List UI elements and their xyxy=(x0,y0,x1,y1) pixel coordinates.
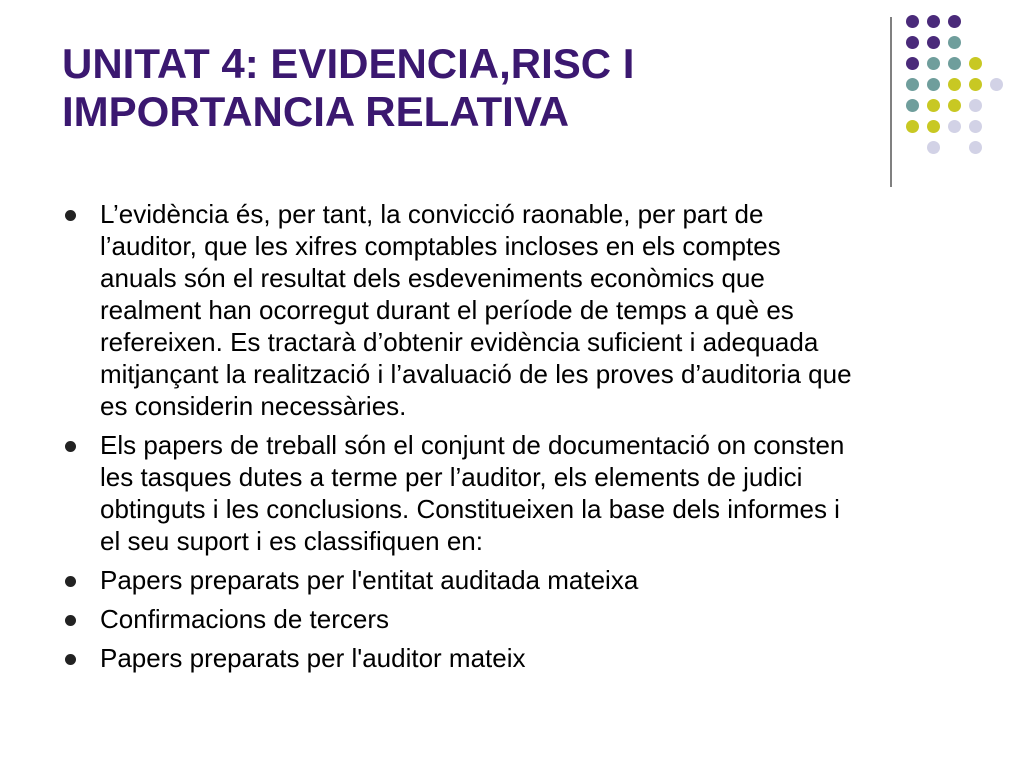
decorative-dot xyxy=(948,15,961,28)
slide-title-line: UNITAT 4: EVIDENCIA,RISC I xyxy=(62,40,635,87)
bullet-text-line: anuals són el resultat dels esdeveniments econòmics que xyxy=(100,263,765,293)
decorative-dot xyxy=(990,78,1003,91)
decorative-dot xyxy=(927,141,940,154)
bullet-text-line: refereixen. Es tractarà d’obtenir evidència suficient i adequada xyxy=(100,327,819,357)
decorative-dot xyxy=(948,57,961,70)
slide-title-line: IMPORTANCIA RELATIVA xyxy=(62,88,570,135)
bullet-item xyxy=(62,429,972,557)
decorative-dot xyxy=(927,120,940,133)
vertical-divider xyxy=(890,17,892,187)
bullet-text-line: realment han ocorregut durant el període de temps a què es xyxy=(100,295,794,325)
decorative-dot xyxy=(969,99,982,112)
bullet-text-line: es considerin necessàries. xyxy=(100,391,407,421)
bullet-text-line: mitjançant la realització i l’avaluació de les proves d’auditoria que xyxy=(100,359,852,389)
bullet-text-line: L’evidència és, per tant, la convicció raonable, per part de xyxy=(100,199,764,229)
decorative-dot xyxy=(969,141,982,154)
decorative-dot xyxy=(969,120,982,133)
bullet-text-line: el seu suport i es classifiquen en: xyxy=(100,526,483,556)
bullet-item xyxy=(62,564,972,596)
bullet-item xyxy=(62,603,972,635)
decorative-dot xyxy=(906,78,919,91)
bullet-text-line: l’auditor, que les xifres comptables incloses en els comptes xyxy=(100,231,781,261)
bullet-text-line: Els papers de treball són el conjunt de documentació on consten xyxy=(100,430,845,460)
bullet-text-line: les tasques dutes a terme per l’auditor, els elements de judici xyxy=(100,462,803,492)
bullet-icon xyxy=(65,210,76,221)
decorative-dot xyxy=(948,99,961,112)
bullet-item xyxy=(62,198,972,422)
decorative-dot xyxy=(969,78,982,91)
decorative-dot xyxy=(927,99,940,112)
decorative-dot xyxy=(948,36,961,49)
bullet-text-line: Papers preparats per l'entitat auditada mateixa xyxy=(100,565,639,595)
bullet-text-line: obtinguts i les conclusions. Constitueixen la base dels informes i xyxy=(100,494,840,524)
decorative-dot xyxy=(906,99,919,112)
bullet-item xyxy=(62,642,972,674)
decorative-dot xyxy=(927,36,940,49)
bullet-list xyxy=(62,198,972,681)
decorative-dot xyxy=(906,36,919,49)
decorative-dot xyxy=(906,120,919,133)
bullet-icon xyxy=(65,576,76,587)
bullet-icon xyxy=(65,441,76,452)
decorative-dot xyxy=(906,57,919,70)
decorative-dot xyxy=(948,78,961,91)
bullet-text-line: Papers preparats per l'auditor mateix xyxy=(100,643,526,673)
slide-title xyxy=(62,40,862,136)
decorative-dot xyxy=(927,57,940,70)
bullet-text-line: Confirmacions de tercers xyxy=(100,604,389,634)
bullet-icon xyxy=(65,654,76,665)
decorative-dot xyxy=(927,78,940,91)
decorative-dot xyxy=(948,120,961,133)
decorative-dot xyxy=(927,15,940,28)
decorative-dot xyxy=(969,57,982,70)
bullet-icon xyxy=(65,615,76,626)
decorative-dot xyxy=(906,15,919,28)
